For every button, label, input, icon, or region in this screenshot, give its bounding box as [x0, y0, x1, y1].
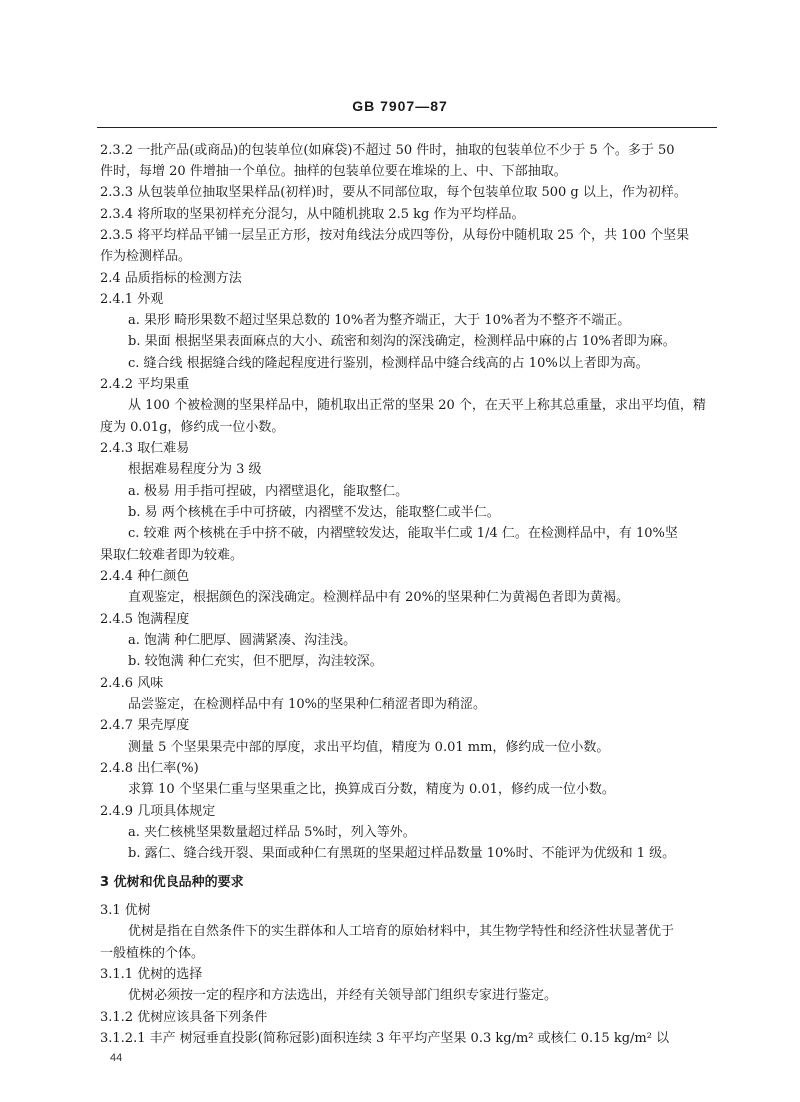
list-item: c. 较难 两个核桃在手中挤不破，内褶壁较发达，能取半仁或 1/4 仁。在检测样品中，有 10%坚 [128, 526, 678, 541]
text-line: 作为检测样品。 [100, 249, 192, 264]
section-heading: 2.4.7 果壳厚度 [100, 718, 190, 733]
text-line: 2.3.5 将平均样品平铺一层呈正方形，按对角线法分成四等份，从每份中随机取 25 个，共 100 个坚果 [100, 228, 690, 243]
text-line: 2.3.3 从包装单位抽取坚果样品(初样)时，要从不同部位取，每个包装单位取 500 g 以上，作为初样。 [100, 185, 687, 200]
list-item: a. 夹仁核桃坚果数量超过样品 5%时，列入等外。 [128, 825, 416, 840]
list-item: b. 较饱满 种仁充实，但不肥厚，沟洼较深。 [128, 654, 383, 669]
section-heading: 2.4.3 取仁难易 [100, 441, 190, 456]
text-line: 求算 10 个坚果仁重与坚果重之比，换算成百分数，精度为 0.01，修约成一位小数。 [128, 782, 615, 797]
page-header: GB 7907—87 [352, 98, 448, 114]
list-item: a. 饱满 种仁肥厚、圆满紧凑、沟洼浅。 [128, 633, 357, 648]
section-heading: 2.4.4 种仁颜色 [100, 569, 190, 584]
text-line: 2.3.4 将所取的坚果初样充分混匀，从中随机挑取 2.5 kg 作为平均样品。 [100, 207, 525, 222]
text-line: 3.1.2.1 丰产 树冠垂直投影(简称冠影)面积连续 3 年平均产坚果 0.3 kg/m² 或核仁 0.15 kg/m² 以 [100, 1031, 670, 1046]
list-item: b. 露仁、缝合线开裂、果面或种仁有黑斑的坚果超过样品数量 10%时、不能评为优级和 1 级。 [128, 846, 676, 861]
section-heading: 2.4 品质指标的检测方法 [100, 271, 242, 286]
text-line: 一般植株的个体。 [100, 946, 205, 961]
text-line: 品尝鉴定，在检测样品中有 10%的坚果种仁稍涩者即为稍涩。 [128, 697, 487, 712]
text-line: 测量 5 个坚果果壳中部的厚度，求出平均值，精度为 0.01 mm，修约成一位小数。 [128, 740, 610, 755]
text-line: 根据难易程度分为 3 级 [128, 462, 262, 477]
section-heading: 3.1 优树 [100, 903, 151, 918]
text-line: 从 100 个被检测的坚果样品中，随机取出正常的坚果 20 个，在天平上称其总重量，求出平均值，精 [128, 398, 706, 413]
section-heading: 2.4.9 几项具体规定 [100, 804, 216, 819]
text-line: 2.3.2 一批产品(或商品)的包装单位(如麻袋)不超过 50 件时，抽取的包装单位不少于 5 个。多于 50 [100, 143, 675, 158]
section-heading: 2.4.8 出仁率(%) [100, 761, 199, 776]
list-item: a. 果形 畸形果数不超过坚果总数的 10%者为整齐端正，大于 10%者为不整齐不端正。 [128, 313, 631, 328]
text-line: 直观鉴定，根据颜色的深浅确定。检测样品中有 20%的坚果种仁为黄褐色者即为黄褐。 [128, 590, 630, 605]
text-line: 优树是指在自然条件下的实生群体和人工培育的原始材料中，其生物学特性和经济性状显著优于 [128, 924, 675, 939]
list-item: b. 果面 根据坚果表面麻点的大小、疏密和刻沟的深浅确定，检测样品中麻的占 10%者即为麻。 [128, 334, 676, 349]
page-number: 44 [110, 1052, 123, 1064]
section-heading: 2.4.2 平均果重 [100, 377, 190, 392]
section-heading: 2.4.6 风味 [100, 676, 164, 691]
section-heading: 2.4.5 饱满程度 [100, 612, 190, 627]
text-line: 度为 0.01g，修约成一位小数。 [100, 420, 285, 435]
section-heading: 3.1.2 优树应该具备下列条件 [100, 1010, 268, 1025]
chapter-heading: 3 优树和优良品种的要求 [100, 875, 244, 890]
list-item: b. 易 两个核桃在手中可挤破，内褶壁不发达，能取整仁或半仁。 [128, 505, 500, 520]
text-line: 果取仁较难者即为较难。 [100, 548, 244, 563]
header-rule [97, 127, 717, 128]
list-item: c. 缝合线 根据缝合线的隆起程度进行鉴别，检测样品中缝合线高的占 10%以上者即为高。 [128, 356, 649, 371]
text-line: 优树必须按一定的程序和方法选出，并经有关领导部门组织专家进行鉴定。 [128, 988, 558, 1003]
section-heading: 3.1.1 优树的选择 [100, 967, 203, 982]
section-heading: 2.4.1 外观 [100, 292, 164, 307]
text-line: 件时，每增 20 件增抽一个单位。抽样的包装单位要在堆垛的上、中、下部抽取。 [100, 164, 567, 179]
list-item: a. 极易 用手指可捏破，内褶壁退化，能取整仁。 [128, 484, 409, 499]
